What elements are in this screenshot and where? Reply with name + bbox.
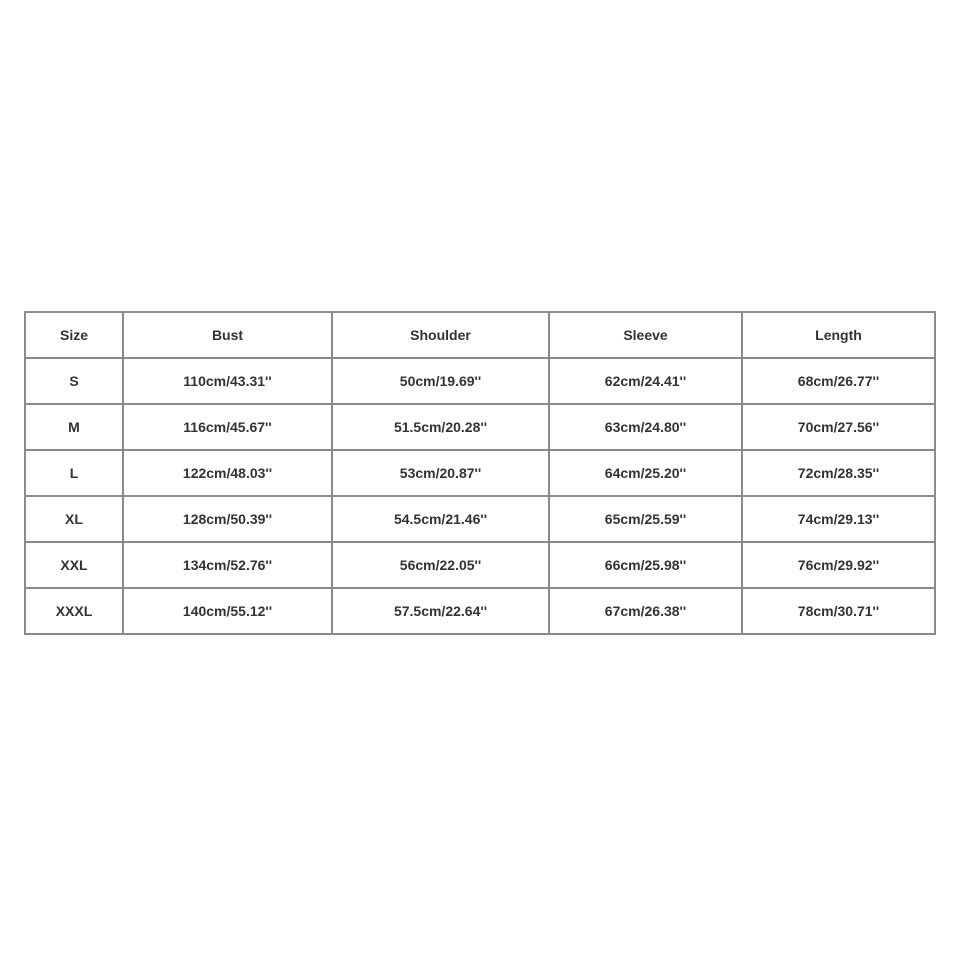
cell-sleeve: 62cm/24.41''	[549, 358, 742, 404]
cell-sleeve: 64cm/25.20''	[549, 450, 742, 496]
header-sleeve: Sleeve	[549, 312, 742, 358]
table-row	[25, 450, 935, 496]
cell-bust: 122cm/48.03''	[123, 450, 332, 496]
header-size: Size	[25, 312, 123, 358]
cell-length: 76cm/29.92''	[742, 542, 935, 588]
cell-size: S	[25, 358, 123, 404]
cell-sleeve: 65cm/25.59''	[549, 496, 742, 542]
header-shoulder: Shoulder	[332, 312, 549, 358]
cell-shoulder: 56cm/22.05''	[332, 542, 549, 588]
table-row	[25, 542, 935, 588]
cell-shoulder: 50cm/19.69''	[332, 358, 549, 404]
cell-sleeve: 66cm/25.98''	[549, 542, 742, 588]
cell-bust: 116cm/45.67''	[123, 404, 332, 450]
cell-bust: 110cm/43.31''	[123, 358, 332, 404]
cell-length: 70cm/27.56''	[742, 404, 935, 450]
cell-sleeve: 67cm/26.38''	[549, 588, 742, 634]
cell-length: 74cm/29.13''	[742, 496, 935, 542]
table-row	[25, 588, 935, 634]
cell-shoulder: 54.5cm/21.46''	[332, 496, 549, 542]
table-row	[25, 358, 935, 404]
cell-length: 72cm/28.35''	[742, 450, 935, 496]
cell-size: XXXL	[25, 588, 123, 634]
cell-size: M	[25, 404, 123, 450]
cell-length: 78cm/30.71''	[742, 588, 935, 634]
cell-length: 68cm/26.77''	[742, 358, 935, 404]
cell-size: XL	[25, 496, 123, 542]
table-header-row	[25, 312, 935, 358]
cell-shoulder: 57.5cm/22.64''	[332, 588, 549, 634]
cell-sleeve: 63cm/24.80''	[549, 404, 742, 450]
cell-size: L	[25, 450, 123, 496]
table-row	[25, 496, 935, 542]
cell-bust: 128cm/50.39''	[123, 496, 332, 542]
cell-shoulder: 53cm/20.87''	[332, 450, 549, 496]
cell-bust: 140cm/55.12''	[123, 588, 332, 634]
cell-size: XXL	[25, 542, 123, 588]
size-chart-table	[24, 311, 936, 635]
table-row	[25, 404, 935, 450]
cell-shoulder: 51.5cm/20.28''	[332, 404, 549, 450]
cell-bust: 134cm/52.76''	[123, 542, 332, 588]
header-length: Length	[742, 312, 935, 358]
header-bust: Bust	[123, 312, 332, 358]
